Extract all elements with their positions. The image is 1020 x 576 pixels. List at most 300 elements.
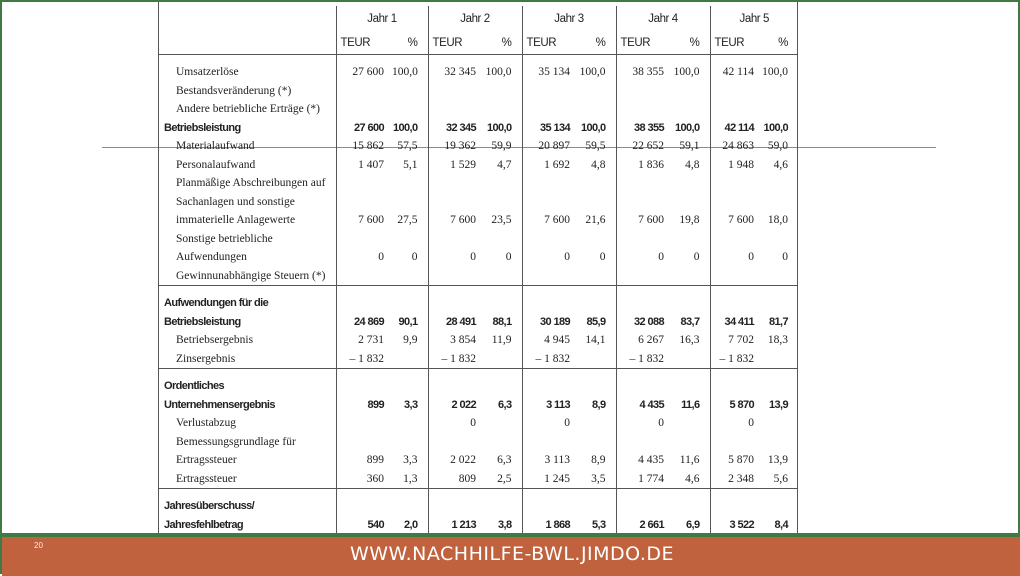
value-cell [616, 174, 668, 193]
percent-cell [388, 294, 428, 313]
value-cell [428, 82, 480, 101]
percent-cell: 100,0 [762, 66, 788, 78]
percent-cell: 4,6 [773, 158, 788, 171]
value-cell: 2 022 [428, 396, 480, 415]
spacer-cell [158, 286, 336, 295]
percent-cell [574, 82, 616, 101]
header-unit: TEUR [616, 32, 668, 55]
spacer-cell [758, 369, 798, 378]
value-cell [336, 414, 388, 433]
table-row [158, 211, 798, 230]
value-cell [336, 193, 388, 212]
value-cell [616, 377, 668, 396]
percent-cell: 8,9 [591, 454, 606, 466]
value-cell [428, 377, 480, 396]
value-cell: 2 731 [336, 331, 388, 350]
header-year-4: Jahr 4 [616, 6, 710, 32]
table-row [158, 248, 798, 267]
table-row [158, 193, 798, 212]
value-cell [710, 497, 758, 516]
value-cell [616, 100, 668, 119]
value-cell [522, 193, 574, 212]
spacer-cell [388, 55, 428, 64]
percent-cell: 57,5 [397, 140, 418, 152]
percent-cell [668, 377, 710, 396]
percent-cell [668, 82, 710, 101]
value-cell: 27 600 [336, 63, 388, 82]
value-cell: 32 345 [428, 119, 480, 138]
row-label: Sachanlagen und sonstige [176, 195, 295, 208]
value-cell: 4 435 [616, 396, 668, 415]
spacer-cell [758, 55, 798, 64]
value-cell: 35 134 [522, 119, 574, 138]
percent-cell: 5,6 [773, 472, 788, 485]
value-cell [336, 100, 388, 119]
value-cell: 3 113 [522, 396, 574, 415]
value-cell: 3 854 [428, 331, 480, 350]
percent-cell [668, 414, 710, 433]
percent-cell: 0 [782, 251, 788, 263]
value-cell: 7 600 [336, 211, 388, 230]
percent-cell [574, 294, 616, 313]
value-cell: 6 267 [616, 331, 668, 350]
percent-cell [480, 433, 522, 452]
value-cell [710, 100, 758, 119]
value-cell: 1 213 [428, 516, 480, 535]
percent-cell [668, 497, 710, 516]
value-cell [336, 230, 388, 249]
row-label: Jahresfehlbetrag [164, 518, 244, 531]
value-cell [710, 377, 758, 396]
value-cell [710, 82, 758, 101]
row-label: Gewinnunabhängige Steuern (*) [176, 269, 326, 282]
spacer-cell [710, 55, 758, 64]
spacer-cell [336, 369, 388, 378]
percent-cell: 100,0 [485, 66, 512, 78]
value-cell: – 1 832 [336, 350, 388, 369]
percent-cell: 4,7 [497, 158, 512, 171]
percent-cell: 85,9 [586, 315, 606, 328]
percent-cell [668, 433, 710, 452]
percent-cell: 23,5 [491, 214, 512, 226]
percent-cell [758, 193, 798, 212]
percent-cell: 4,8 [685, 158, 700, 171]
percent-cell: 3,3 [404, 398, 418, 411]
header-pct: % [758, 32, 798, 55]
page-number: 20 [34, 541, 43, 550]
value-cell: 2 348 [710, 470, 758, 489]
value-cell: 0 [428, 248, 480, 267]
percent-cell: 11,6 [679, 454, 700, 466]
row-label: Andere betriebliche Erträge (*) [176, 103, 320, 115]
percent-cell: 81,7 [768, 315, 788, 328]
percent-cell [758, 100, 798, 119]
row-label: Jahresüberschuss/ [164, 500, 255, 512]
table-row [158, 497, 798, 516]
percent-cell: 18,0 [767, 214, 788, 226]
percent-cell [388, 267, 428, 286]
value-cell: 15 862 [336, 137, 388, 156]
row-label: Betriebsleistung [164, 121, 241, 134]
value-cell: 7 600 [710, 211, 758, 230]
row-label: Betriebsleistung [164, 315, 241, 328]
spacer-cell [758, 286, 798, 295]
value-cell [336, 377, 388, 396]
percent-cell: 100,0 [674, 121, 700, 134]
percent-cell [758, 294, 798, 313]
percent-cell [388, 350, 428, 369]
spacer-cell [480, 286, 522, 295]
value-cell: 2 022 [428, 451, 480, 470]
percent-cell: 0 [505, 251, 512, 263]
row-label: Aufwendungen [176, 251, 247, 263]
value-cell: 0 [616, 248, 668, 267]
percent-cell [668, 267, 710, 286]
value-cell [336, 267, 388, 286]
percent-cell: 18,3 [767, 334, 788, 346]
spacer-cell [616, 286, 668, 295]
spacer-cell [336, 489, 388, 498]
header-unit: TEUR [336, 32, 388, 55]
value-cell: – 1 832 [428, 350, 480, 369]
section-spacer [158, 55, 798, 64]
value-cell: 540 [336, 516, 388, 535]
percent-cell: 2,5 [497, 472, 512, 485]
value-cell: 7 600 [616, 211, 668, 230]
spacer-cell [710, 489, 758, 498]
spacer-cell [480, 489, 522, 498]
value-cell [616, 433, 668, 452]
percent-cell [480, 193, 522, 212]
percent-cell: 13,9 [767, 454, 788, 466]
value-cell [428, 100, 480, 119]
value-cell: 5 870 [710, 396, 758, 415]
value-cell: 899 [336, 451, 388, 470]
row-label: Unternehmensergebnis [164, 398, 275, 411]
percent-cell [574, 100, 616, 119]
header-year-3: Jahr 3 [522, 6, 616, 32]
spacer-cell [480, 55, 522, 64]
percent-cell: 59,5 [585, 140, 606, 152]
value-cell [428, 497, 480, 516]
table-row [158, 230, 798, 249]
percent-cell: 90,1 [398, 315, 418, 328]
row-label: Betriebsergebnis [176, 334, 254, 346]
percent-cell [758, 350, 798, 369]
row-label: Verlustabzug [176, 417, 237, 429]
value-cell: 1 245 [522, 470, 574, 489]
percent-cell [480, 294, 522, 313]
percent-cell: 6,3 [497, 454, 512, 466]
value-cell [336, 497, 388, 516]
percent-cell [668, 174, 710, 193]
percent-cell [758, 267, 798, 286]
percent-cell [574, 267, 616, 286]
percent-cell: 6,3 [498, 398, 512, 411]
value-cell [522, 377, 574, 396]
spacer-cell [522, 489, 574, 498]
spacer-cell [668, 489, 710, 498]
percent-cell: 16,3 [679, 334, 700, 346]
value-cell [522, 174, 574, 193]
percent-cell: 11,9 [491, 334, 512, 346]
value-cell: 7 600 [428, 211, 480, 230]
value-cell [336, 433, 388, 452]
header-unit: TEUR [522, 32, 574, 55]
section-spacer [158, 286, 798, 295]
spacer-cell [574, 286, 616, 295]
value-cell: 1 868 [522, 516, 574, 535]
spacer-cell [574, 369, 616, 378]
spacer-cell [668, 369, 710, 378]
value-cell: 34 411 [710, 313, 758, 332]
value-cell [522, 433, 574, 452]
value-cell [522, 267, 574, 286]
percent-cell: 83,7 [680, 315, 700, 328]
percent-cell: 100,0 [580, 121, 606, 134]
spacer-cell [428, 489, 480, 498]
value-cell [710, 174, 758, 193]
header-year-1: Jahr 1 [336, 6, 428, 32]
row-label: Zinsergebnis [176, 352, 236, 365]
header-unit: TEUR [428, 32, 480, 55]
value-cell: 899 [336, 396, 388, 415]
value-cell: 19 362 [428, 137, 480, 156]
header-year-5: Jahr 5 [710, 6, 798, 32]
footer-url: WWW.NACHHILFE-BWL.JIMDO.DE [349, 543, 675, 565]
spacer-cell [388, 369, 428, 378]
percent-cell [574, 497, 616, 516]
footer-bar [2, 533, 1020, 576]
percent-cell [758, 230, 798, 249]
table-row [158, 294, 798, 313]
table-row [158, 313, 798, 332]
spacer-cell [388, 489, 428, 498]
header-blank [158, 32, 336, 55]
percent-cell: 27,5 [397, 214, 418, 226]
percent-cell [668, 193, 710, 212]
section-spacer [158, 369, 798, 378]
percent-cell [758, 174, 798, 193]
spacer-cell [522, 369, 574, 378]
spacer-cell [158, 489, 336, 498]
value-cell [616, 294, 668, 313]
value-cell: 35 134 [522, 63, 574, 82]
percent-cell [388, 377, 428, 396]
value-cell [522, 497, 574, 516]
value-cell: 1 774 [616, 470, 668, 489]
spacer-cell [388, 286, 428, 295]
row-label: Ordentliches [164, 380, 225, 392]
spacer-cell [336, 55, 388, 64]
percent-cell [574, 433, 616, 452]
spacer-cell [158, 369, 336, 378]
percent-cell: 100,0 [392, 121, 418, 134]
percent-cell: 3,8 [498, 518, 512, 531]
percent-cell: 13,9 [768, 398, 788, 411]
percent-cell: 14,1 [585, 334, 606, 346]
percent-cell [668, 100, 710, 119]
value-cell: 3 522 [710, 516, 758, 535]
table-row [158, 174, 798, 193]
percent-cell: 11,6 [681, 398, 700, 411]
value-cell: 1 948 [710, 156, 758, 175]
value-cell [428, 174, 480, 193]
value-cell: 1 836 [616, 156, 668, 175]
percent-cell [480, 174, 522, 193]
value-cell: 1 529 [428, 156, 480, 175]
percent-cell: 5,3 [592, 518, 606, 531]
row-label: Planmäßige Abschreibungen auf [176, 177, 326, 189]
value-cell [336, 294, 388, 313]
table-row [158, 396, 798, 415]
percent-cell: 100,0 [579, 66, 606, 78]
value-cell [616, 82, 668, 101]
table-row [158, 451, 798, 470]
percent-cell: 59,9 [491, 140, 512, 152]
financial-table-body [158, 55, 798, 535]
table-row [158, 137, 798, 156]
row-label: Sonstige betriebliche [176, 232, 273, 245]
value-cell: 0 [522, 248, 574, 267]
spacer-cell [758, 489, 798, 498]
percent-cell [480, 230, 522, 249]
value-cell: 7 702 [710, 331, 758, 350]
percent-cell [388, 497, 428, 516]
value-cell [428, 267, 480, 286]
value-cell: 1 407 [336, 156, 388, 175]
percent-cell [668, 230, 710, 249]
value-cell: 360 [336, 470, 388, 489]
value-cell [616, 230, 668, 249]
percent-cell [388, 414, 428, 433]
value-cell [428, 294, 480, 313]
percent-cell: 88,1 [492, 315, 512, 328]
value-cell [710, 230, 758, 249]
percent-cell [758, 433, 798, 452]
percent-cell [668, 350, 710, 369]
percent-cell [388, 433, 428, 452]
row-label: Ertragssteuer [176, 454, 237, 466]
percent-cell [480, 82, 522, 101]
spacer-cell [616, 489, 668, 498]
percent-cell [480, 350, 522, 369]
value-cell: 24 869 [336, 313, 388, 332]
value-cell [428, 193, 480, 212]
value-cell: 5 870 [710, 451, 758, 470]
spacer-cell [428, 55, 480, 64]
percent-cell: 59,0 [767, 140, 788, 152]
percent-cell: 100,0 [392, 66, 418, 78]
percent-cell: 100,0 [763, 121, 788, 134]
value-cell: 0 [616, 414, 668, 433]
table-row [158, 377, 798, 396]
percent-cell [574, 350, 616, 369]
percent-cell: 3,5 [591, 472, 606, 485]
value-cell [522, 294, 574, 313]
table-row [158, 516, 798, 535]
spacer-cell [616, 369, 668, 378]
value-cell: 0 [710, 414, 758, 433]
value-cell [428, 433, 480, 452]
percent-cell: 0 [693, 251, 700, 263]
percent-cell [480, 100, 522, 119]
row-label: Ertragssteuer [176, 472, 237, 485]
value-cell [710, 433, 758, 452]
value-cell: 4 945 [522, 331, 574, 350]
percent-cell [758, 414, 798, 433]
value-cell [522, 82, 574, 101]
value-cell [710, 267, 758, 286]
value-cell: 24 863 [710, 137, 758, 156]
value-cell: 0 [336, 248, 388, 267]
percent-cell: 4,6 [685, 472, 700, 485]
percent-cell: 8,4 [774, 518, 788, 531]
spacer-cell [668, 286, 710, 295]
spacer-cell [428, 369, 480, 378]
value-cell [710, 193, 758, 212]
header-pct: % [668, 32, 710, 55]
spacer-cell [428, 286, 480, 295]
row-label: immaterielle Anlagewerte [176, 214, 296, 226]
percent-cell: 6,9 [686, 518, 700, 531]
value-cell: 1 692 [522, 156, 574, 175]
header-pct: % [574, 32, 616, 55]
value-cell: 809 [428, 470, 480, 489]
percent-cell [480, 377, 522, 396]
table-row [158, 100, 798, 119]
percent-cell: 100,0 [486, 121, 512, 134]
table-row [158, 350, 798, 369]
percent-cell [668, 294, 710, 313]
percent-cell: 21,6 [585, 214, 606, 226]
value-cell [616, 193, 668, 212]
value-cell [616, 267, 668, 286]
value-cell: 30 189 [522, 313, 574, 332]
percent-cell: 5,1 [403, 158, 418, 171]
table-row [158, 63, 798, 82]
percent-cell [388, 193, 428, 212]
value-cell: 42 114 [710, 119, 758, 138]
percent-cell [480, 414, 522, 433]
table-row [158, 156, 798, 175]
spacer-cell [710, 369, 758, 378]
value-cell [616, 497, 668, 516]
header-unit-row [158, 32, 798, 55]
percent-cell: 8,9 [592, 398, 606, 411]
spacer-cell [710, 286, 758, 295]
row-label: Umsatzerlöse [176, 66, 239, 78]
percent-cell: 0 [411, 251, 418, 263]
percent-cell [574, 414, 616, 433]
value-cell [428, 230, 480, 249]
value-cell: 0 [428, 414, 480, 433]
percent-cell: 0 [599, 251, 606, 263]
spacer-cell [522, 286, 574, 295]
value-cell: 42 114 [710, 63, 758, 82]
header-blank [158, 6, 336, 32]
row-label: Personalaufwand [176, 158, 256, 171]
table-row [158, 470, 798, 489]
percent-cell: 2,0 [404, 518, 418, 531]
percent-cell [388, 230, 428, 249]
value-cell: 7 600 [522, 211, 574, 230]
percent-cell [574, 193, 616, 212]
row-label: Aufwendungen für die [164, 297, 269, 309]
value-cell [710, 294, 758, 313]
percent-cell [574, 377, 616, 396]
spacer-cell [668, 55, 710, 64]
